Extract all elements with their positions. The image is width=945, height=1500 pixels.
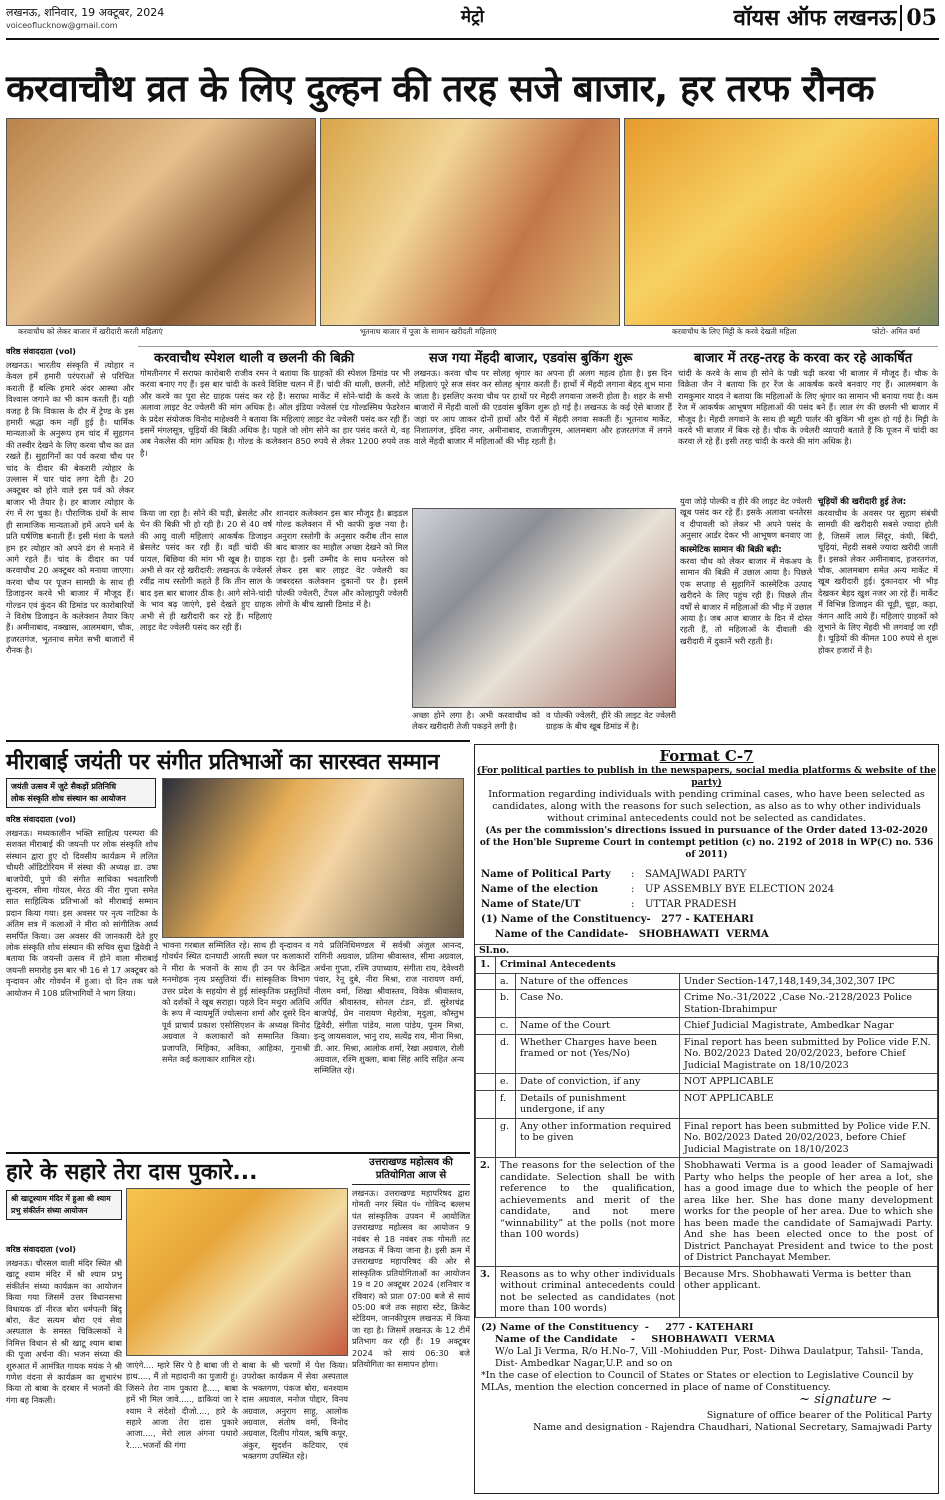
table-row: c. Name of the Court Chief Judicial Magistrate, Ambedkar Nagar — [476, 1018, 938, 1035]
email-address: voiceoflucknow@gmail.com — [6, 21, 118, 30]
uttarakhand-story — [352, 1156, 470, 1496]
bangle-subhead: चूड़ियों की खरीदारी हुई तेज: — [818, 497, 907, 507]
photo-shyam-sankirtan — [126, 1188, 348, 1356]
section-rule-left — [6, 740, 470, 742]
notice-title: Format C-7 — [659, 747, 754, 765]
lead-lower-col4: करवाचौथ के अवसर पर सुहाग संबंधी सामग्री की खरीदारी सबसे ज्यादा होती है, जिसमें लाल सिंदूर, कंघी, बिंदी, चूड़ियां, मेंहदी सबसे ज्यादा खरीदी जाती हैं। इसको लेकर अमीनाबाद, हजरतगंज, चौक, आलमबाग समेत अन्य मार्केट में खूब खरीदारी हुई। दुकानदार भी भीड़ देखकर बेहद खुश नजर आ रहे हैं। मार्केट में विभिन्न डिजाइन की चूड़ी, चूड़ा, कड़ा, कंगन आदि आये हैं। महिलाएं ग्राहकों को लुभाने के लिए मेंहदी भी लगवाई जा रही है। चूड़ियों की कीमत 100 रुपये से शुरू होकर हजारों में है। — [818, 508, 938, 655]
meerabai-col3: गये प्रतिनिधिमण्डल में सर्वश्री अंजुल आनन्द, रागिनी अग्रवाल, प्रतिमा श्रीवास्तव, सीमा अग्रवाल, अर्चना गुप्ता, रश्मि उपाध्याय, संगीता राय, देवेश्वरी पंवार, रेनू दुबे, नीरा मिश्रा, राज नारायण वर्मा, नीलम वर्मा, शिखा श्रीवास्तव, विवेक श्रीवास्तव, अर्पित श्रीवास्तव, सोनल टंडन, डॉ. सुरेशचंद्र बाजपेई, प्रेम नारायण मेहरोत्रा, मृदुला, कौस्तुभ द्विवेदी, संगीता पांडेय, माला पांडेय, पूनम मिश्रा, इन्दु जायसवाल, भानु राय, सत्येंद्र राय, मीना मिश्रा, डी. आर. मिश्रा, आलोक शर्मा, रेखा अग्रवाल, रोली अग्रवाल, रश्मि शुक्ला, बाबा सिंह आदि सहित अन्य सम्मिलित रहे। — [314, 940, 464, 1076]
lead-col-karwa: चांदी के करवे के साथ ही सोने के पन्नी चढ़ी करवा भी बाजार में मौजूद हैं। चौक के विक्रेता जैन ने बताया कि हर रेंज के आकर्षक करवे बनवाए गए हैं। आलमबाग के रामकुमार यादव ने बताया कि महिलाओं के लिए श्रृंगार का सामान भी बनाया गया है। कम रेंज में आकर्षक आभूषण महिलाओं की पसंद बने हैं। लाल रंग की छलनी भी बाजार में मौजूद है। मेंहदी लगवाने के साथ ही ब्यूटी पार्लर की बुकिंग भी शुरू हो गई है। मिट्टी के करवे भी बाजार में बिक रहे हैं। चौक के ज्वेलरी व्यापारी बताते हैं कि पूजन में चांदी का करवा ले रहे हैं। इसी तरह चांदी के करवे की मांग अधिक है। — [678, 368, 938, 447]
field-election: Name of the election : UP ASSEMBLY BYE ELECTION 2024 — [481, 884, 835, 895]
photo-clay-karwa — [624, 118, 939, 326]
section-3-row: 3. Reasons as to why other individuals without criminal antecedents could not be selected as candidates (not more than 100 words) Because Mrs. Shobhawati Verma is better than other applicant. — [476, 1266, 938, 1317]
lead-lower-col3: युवा जोड़े पोल्की व हीरे की लाइट वेट ज्वेलरी खूब पसंद कर रहे हैं। इसके अलावा धनतेरस व दीपावली को लेकर भी अपने पसंद के अनुसार आर्डर देकर भी आभूषण बनवाए जा — [680, 496, 812, 541]
header-rule — [6, 38, 939, 40]
meerabai-byline: वरिष्ठ संवाददाता (vol) — [6, 815, 76, 824]
subhead-thali: करवाचौथ स्पेशल थाली व छलनी की बिक्री — [150, 348, 358, 366]
table-row: d. Whether Charges have been framed or not (Yes/No) Final report has been submitted by Police vide F.N. No. B02/2023 Dated 20/02/2023, before Chief Judicial Magistrate on 18/10/2023 — [476, 1034, 938, 1074]
lead-col-thali: गोमतीनगर में सराफा कारोबारी राजीव रमन ने बताया कि ग्राहकों की स्पेशल डिमांड पर भी करवा बनाए गए हैं। इस बार चांदी के करवे विशिष्ट चलन में हैं। चांदी की थाली, छलनी, लोटे और करवे का पूरा सेट ग्राहक पसंद कर रहे हैं। सराफा मार्केट में सोने-चांदी के करवे के अलावा लाइट वेट ज्वेलरी की मांग अधिक है। ऑल इंडिया ज्वेलर्स एंड गोल्डस्मिथ फेडरेशन के प्रदेश संयोजक विनोद माहेश्वरी ने बताया कि महिलाएं लाइट वेट ज्वेलरी पसंद कर रही हैं। इसमें मंगलसूत्र, चूड़ियों की बिक्री अधिक है। पहले जो लोग सोने का हार पसंद करते थे, वह अब नेकलेस की मांग अधिक है। गोल्ड के कलेक्शन 850 रुपये से लेकर 1200 रुपये तक है। — [140, 368, 410, 458]
lead-headline: करवाचौथ व्रत के लिए दुल्हन की तरह सजे बाजार, हर तरफ रौनक — [6, 67, 875, 110]
haare-col1: लखनऊ। चौरसल वाली मंदिर स्थित श्री खाटू श्याम मंदिर में श्री श्याम प्रभु संकीर्तन संध्या कार्यक्रम का आयोजन किया गया जिसमें उत्तर विधानसभा विधायक डॉ नीरज बोरा धर्मपत्नी बिंदू बोरा, केंट सत्यम बोरा एवं सेवा अस्पताल के समस्त चिकित्सकों ने निमित्त विधान से श्री खाटू श्याम बाबा की पूजा अर्चना की। भजन संध्या की शुरुआत में आमंत्रित गायक मयंक ने श्री गणेश वंदना से कार्यक्रम का शुभारंभ किया तो बाबा के दरबार में भजनों की गंगा बह निकली। — [6, 1258, 122, 1405]
uttarakhand-text: लखनऊ। उत्तराखण्ड महापरिषद द्वारा गोमती नगर स्थित पं० गोविन्द बल्लभ पंत सांस्कृतिक उपवन में आयोजित उत्तराखण्ड महोत्सव का आयोजन 9 नवंबर से 18 नवंबर तक गोमती तट लखनऊ में किया जाना है। इसी क्रम में उत्तराखण्ड महापरिषद की ओर से सांस्कृतिक प्रतियोगिताओं का आयोजन 19 व 20 अक्टूबर 2024 (शनिवार व रविवार) को प्रातः 07:00 बजे से सायं 05:00 बजे तक सहारा स्टेट, क्रिकेट स्टेडियम, जानकीपुरम लखनऊ में किया जा रहा है। जिसमें लखनऊ के 12 टीमें प्रतिभाग कर रही हैं। 19 अक्टूबर 2024 को सायं 06:30 बजे प्रतियोगिता का समापन होगा। — [352, 1188, 470, 1370]
caption-2: भूतनाथ बाजार में पूजा के सामान खरीदती महिलाएं — [360, 327, 497, 336]
haare-headline: हारे के सहारे तेरा दास पुकारे... — [6, 1160, 258, 1185]
paper-name: वॉयस ऑफ लखनऊ — [733, 5, 897, 31]
bullet-1: श्री खाटूश्याम मंदिर में हुआ श्री श्याम प्रभु संकीर्तन संध्या आयोजन — [11, 1194, 111, 1215]
notice-footer — [475, 1318, 938, 1434]
foot-candidate: Name of the Candidate - SHOBHAWATI VERMA — [495, 1333, 775, 1345]
foot-constituency: (2) Name of the Constituency - 277 - KATEHARI — [481, 1321, 754, 1333]
haare-byline: वरिष्ठ संवाददाता (vol) — [6, 1245, 76, 1254]
format-c7-notice — [474, 744, 939, 1494]
meerabai-bullets — [6, 778, 156, 808]
signature-label: Signature of office bearer of the Political Party — [706, 1409, 932, 1421]
bullet-2: लोक संस्कृति शोध संस्थान का आयोजन — [11, 794, 126, 803]
haare-col3: बाबा के श्री चरणों में पेश किया। उपरोक्त कार्यक्रम में सेवा अस्पताल के भक्तगण, पंकज बोरा, धनश्याम दास अग्रवाल, मनोज पोद्दार, विनय अग्रवाल, अनुराग साहू, आलोक अग्रवाल, संतोष वर्मा, विनोद अग्रवाल, दिलीप गोयल, ऋषि कपूर, अंकुर, सुदर्शन कटियार, एवं भक्तगण उपस्थित रहे। — [242, 1360, 348, 1462]
notice-fields — [475, 861, 938, 942]
lead-col-mehndi: लखनऊ। करवा चौथ पर सोलह श्रृंगार का अपना ही अलग महत्व होता है। इस दिन महिलाएं पूरे सज संवर कर सोलह श्रृंगार करती हैं। हाथों में मेंहदी लगाना बेहद शुभ माना जाता है। इसलिए करवा चौथ पर हाथों पर मेंहदी लगवाना जरूरी होता है। शहर के सभी बाजारों में मेंहदी वालों की एडवांस बुकिंग शुरू हो गई है। लखनऊ के कई ऐसे बाजार हैं जहां पर आप जाकर दोनों हाथों और पैरों में मेंहदी लगवा सकती हैं। भूतनाथ मार्केट, निशातगंज, इंदिरा नगर, अमीनाबाद, राजाजीपुरम, आलमबाग और हजरतगंज में लगने वाले मेंहदी बाजार में महिलाओं की भीड़ रहती है। — [414, 368, 672, 447]
bullet-1: जयंती उत्सव में जुटे सैकड़ों प्रतिनिधि — [11, 782, 117, 791]
signature-mark: ~ signature ~ — [799, 1391, 892, 1407]
page-number: 05 — [900, 5, 937, 31]
lead-lower-col3b: करवा चौथ को लेकर बाजार में मेकअप के सामान की बिक्री में उछाल आया है। पिछले एक सप्ताह से सुहागिनें कास्मेटिक उत्पाद खरीदने के लिए पहुंच रही हैं। पिछले तीन वर्षों से बाजार में महिलाओं की भीड़ में उछाल आया है। जब आज बाजार के दिन में दोस्त रहती हैं, तो महिलाओं के दीवाली की खरीदारी में दुकानें भरी रहती हैं। — [680, 556, 812, 646]
name-designation: Name and designation - Rajendra Chaudhari, National Secretary, Samajwadi Party — [533, 1421, 932, 1433]
cosmetic-subhead: कास्मेटिक सामान की बिक्री बढ़ी: — [680, 545, 782, 555]
field-party: Name of Political Party : SAMAJWADI PARTY — [481, 869, 747, 880]
subhead-karwa: बाजार में तरह-तरह के करवा कर रहे आकर्षित — [690, 348, 916, 366]
section-rule-left-2 — [6, 1152, 470, 1154]
meerabai-col1: लखनऊ। मध्यकालीन भक्ति साहित्य परम्परा की सशक्त मीराबाई की जयन्ती पर लोक संस्कृति शोध संस्थान द्वारा हुए दो दिवसीय कार्यक्रम में ललित चौधरी ऑडिटोरियम में संस्था की अध्यक्ष डा. उषा बाजपेयी, पुणे की संगीत साधिका भवतारिणी सुन्दरम, सीमा गोयल, मेरठ की नीरा गुप्ता समेत सात साहित्यिक प्रतिभाओं को मीराबाई सम्मान प्रदान किया गया। इस अवसर पर नृत्य नाटिका के अंतिम सत्र में कलाओं ने मीरा को सांगीतिक अर्घ्य समर्पित किया। उस अवसर की जानकारी देते हुए लोक संस्कृति शोध संस्थान की सचिव सुधा द्विवेदी ने बताया कि जयन्ती उत्सव में होने वाला मीराबाई जयन्ती समारोह इस बार भी 16 से 17 अक्टूबर को वृन्दावन और गोवर्धन में हुआ। दो दिन तक चले आयोजन में 108 प्रतिभागियों ने भाग लिया। — [6, 828, 158, 998]
constituency-line: (1) Name of the Constituency- 277 - KATEHARI — [481, 914, 754, 925]
foot-address: W/o Lal Ji Verma, R/o H.No-7, Vill -Mohiudden Pur, Post- Dihwa Daulatpur, Tahsil- Tanda, Dist- Ambedkar Nagar,U.P. and so on — [495, 1345, 924, 1369]
photo-caption-left: अच्छा होने लगा है। अभी करवाचौथ को लेकर खरीदारी तेजी पकड़ने लगी है। — [412, 710, 540, 732]
table-row: e. Date of conviction, if any NOT APPLICABLE — [476, 1074, 938, 1091]
table-row: f. Details of punishment undergone, if any NOT APPLICABLE — [476, 1090, 938, 1118]
uttarakhand-headline: उत्तराखण्ड महोत्सव की प्रतियोगिता आज से — [352, 1156, 470, 1185]
photo-market-shoppers — [6, 118, 316, 326]
section-2-row: 2. The reasons for the selection of the candidate. Selection shall be with reference to the qualification, achievements and merit of the candidate, and not mere “winnability” at the polls (not more than 100 words) Shobhawati Verma is a good leader of Samajwadi Party who helps the people of her area a lot, she has a good image due to which the people of her area like her. She has done many development works for the people of her area. Due to which she has been made the candidate of Samajwadi Party. And she has been elected once to the post of District Panchayat President and twice to the post of District Panchayat Member. — [476, 1158, 938, 1267]
photo-bhootnath-market — [320, 118, 620, 326]
subhead-rule — [138, 346, 938, 347]
meerabai-headline: मीराबाई जयंती पर संगीत प्रतिभाओं का सारस्वत सम्मान — [6, 750, 440, 775]
candidate-line: Name of the Candidate- SHOBHAWATI VERMA — [495, 929, 769, 940]
date-line: लखनऊ, शनिवार, 19 अक्टूबर, 2024 — [6, 6, 165, 19]
foot-note: *In the case of election to Council of States or States or election to Legislative Council by MLAs, mention the election concerned in place of name of Constituency. — [481, 1369, 914, 1393]
slno-label: Sl.no. — [475, 944, 938, 956]
haare-col2: जाएंगे.... म्हारे सिर पे है बाबा जी रो हाथ...., मैं तो महादानी का पुजारी हूं। जिसने तेरा नाम पुकारा है...., बाबा हमें भी मिल जावे....., ढाकियां जा रे श्याम ने संदेशो दीजो...., हारे के सहारे आजा तेरा दास पुकारे आजा...., मेरो लाल अंगना पधारो रे.....भजनों की गंगा — [126, 1360, 238, 1450]
meerabai-col2: भावना गरबाल सम्मिलित रहे। साथ ही वृन्दावन व गोवर्धन स्थित दानघाटी आरती स्थल पर कलाकारों ने मीरा के भजनों के साथ ही उन पर केन्द्रित मनमोहक नृत्य प्रस्तुतियां दीं। सांस्कृतिक विभाग उत्तर प्रदेश के सहयोग से हुई सांस्कृतिक प्रस्तुतियों को दर्शकों ने खूब सराहा। पहले दिन मथुरा अतिथि के रूप में न्यायमूर्ति ज्योत्सना शर्मा और दूसरे दिन पूर्व प्राचार्य प्रकाश एसोसिएशन के अध्यक्ष विनोद अग्रवाल ने कलाकारों को सम्मानित किया। प्रजापति, मिहिका, अविका, आहिका, गुनाश्री समेत कई कलाकार शामिल रहे। — [162, 940, 310, 1065]
photo-credit: फोटो- अमित वर्मा — [872, 327, 920, 336]
photo-caption-right: व पोल्की ज्वेलरी, हीरे की लाइट वेट ज्वेलरी ग्राहक के बीच खूब डिमांड में है। — [546, 710, 676, 732]
lead-byline: वरिष्ठ संवाददाता (vol) — [6, 347, 76, 356]
lead-lower-col2: शानदार कलेक्शन इस बार मौजूद है। ब्राइडल गोल्ड कलेक्शन में भी काफी कुछ नया है। अनुराग रस्तोगी के अनुसार करीब तीन साल बाद बाजार का माहौल अच्छा देखने को मिल रहा है। इसी उम्मीद के साथ धनतेरस को लेकर इस बार लाइट वेट ज्वेलरी का जबरदस्त कलेक्शन दुकानों पर है। इसमें पोल्की ज्वेलरी, टेंपल और कोल्हापुरी ज्वेलरी लोगों के बीच खासी डिमांड में है। — [276, 508, 408, 610]
lead-lower-col1: किया जा रहा है। सोने की घड़ी, ब्रेसलेट और चेन की बिक्री भी हो रही है। 20 से 40 वर्ष की आयु वाली महिलाएं आकर्षक डिजाइन ब्रेसलेट पसंद कर रही हैं। वहीं चांदी की पायल, बिछिया की मांग भी खूब है। ग्राहक अभी से कर रहे खरीदारी: लखनऊ के ज्वेलर्स रवींद्र नाथ रस्तोगी कहते हैं कि तीन साल के बाद इस बार बाजार ठीक है। आगे सोने-चांदी के भाव बढ़ जाएंगे, इसे देखते हुए ग्राहक अभी से ही खरीदारी कर रहे हैं। महिलाएं लाइट वेट ज्वेलरी पसंद कर रही हैं। — [140, 508, 272, 633]
subhead-mehndi: सज गया मेंहदी बाजार, एडवांस बुकिंग शुरू — [425, 348, 636, 366]
lead-intro-column: लखनऊ। भारतीय संस्कृति में त्योहार न केवल हमें हमारी परंपराओं से परिचित कराती हैं बल्कि हमारे अंदर आस्था और विश्वास जगाने का भी काम करती हैं। यही वजह है कि विकास के दौर में ट्रेण्ड के इस हमारी श्रद्धा कम नहीं हुई है। धार्मिक मान्यताओं के अनुरूप हम चांद में सुहागन की तस्वीर देखने के लिए करवा चौथ का व्रत रखते हैं। सुहागिनों का पर्व करवा चौथ पर चांद के दीदार की बेकरारी त्योहार के उल्लास में चार चांद लगा देती है। 20 अक्टूबर को होने वाले इस पर्व को लेकर बाजार भी तैयार है। हर बाजार त्योहार के रंग में रंग चुका है। पौराणिक ग्रंथों के साथ ही सामाजिक मान्यताओं हमें अपने धर्म के प्रति घर्षणिष्ठ बनाती हैं। इसी मंशा के चलते हम हर त्योहार को अपने ढंग से मनाने में आगे रहते हैं। चांद के दीदार का पर्व करवाचौथ 20 अक्टूबर को मनाया जाएगा। करवा चौथ पर पूजन सामग्री के साथ ही डिजाइनर करवे भी बाजार में मौजूद हैं। गोल्डन एवं कुंदन की डिमांड पर कारोबारियों ने विशेष डिजाइन के कलेक्शन तैयार किए हैं। अमीनाबाद, नक्खास, आलमबाग, चौक, हजरतगंज, भूतनाथ समेत सभी बाजारों में रौनक है। — [6, 360, 134, 656]
table-row: b. Case No. Crime No.-31/2022 ,Case No.-2128/2023 Police Station-Ibrahimpur — [476, 990, 938, 1018]
photo-jewellery-shop — [412, 508, 676, 708]
masthead — [734, 2, 937, 32]
field-state: Name of State/UT : UTTAR PRADESH — [481, 899, 737, 910]
notice-order: (As per the commission's directions issued in pursuance of the Order dated 13-02-2020 of the Hon'ble Supreme Court in contempt petition (c) no. 2192 of 2018 in WP(C) no. 536 of 2011) — [479, 826, 934, 860]
photo-meerabai-honour — [162, 778, 464, 938]
notice-subtitle: (For political parties to publish in the newspapers, social media platforms & website of the party) — [476, 766, 937, 788]
criminal-antecedents-table — [475, 956, 938, 1318]
caption-1: करवाचौथ को लेकर बाजार में खरीदारी करती महिलाएं — [18, 327, 163, 336]
haare-bullets — [6, 1190, 122, 1220]
table-row: a. Nature of the offences Under Section-147,148,149,34,302,307 IPC — [476, 973, 938, 990]
table-row: g. Any other information required to be given Final report has been submitted by Police vide F.N. No. B02/2023 Dated 20/02/2023, before Chief Judicial Magistrate on 18/10/2023 — [476, 1118, 938, 1158]
caption-3: करवाचौथ के लिए मिट्टी के करवे देखती महिला — [672, 327, 797, 336]
section-label: मेट्रो — [460, 7, 485, 27]
notice-intro: Information regarding individuals with pending criminal cases, who have been selected as candidates, along with the reasons for such selection, as also as to why other individuals without criminal antecedents could not be selected as candidates. — [488, 789, 925, 824]
section-1-header: 1. Criminal Antecedents — [476, 957, 938, 974]
